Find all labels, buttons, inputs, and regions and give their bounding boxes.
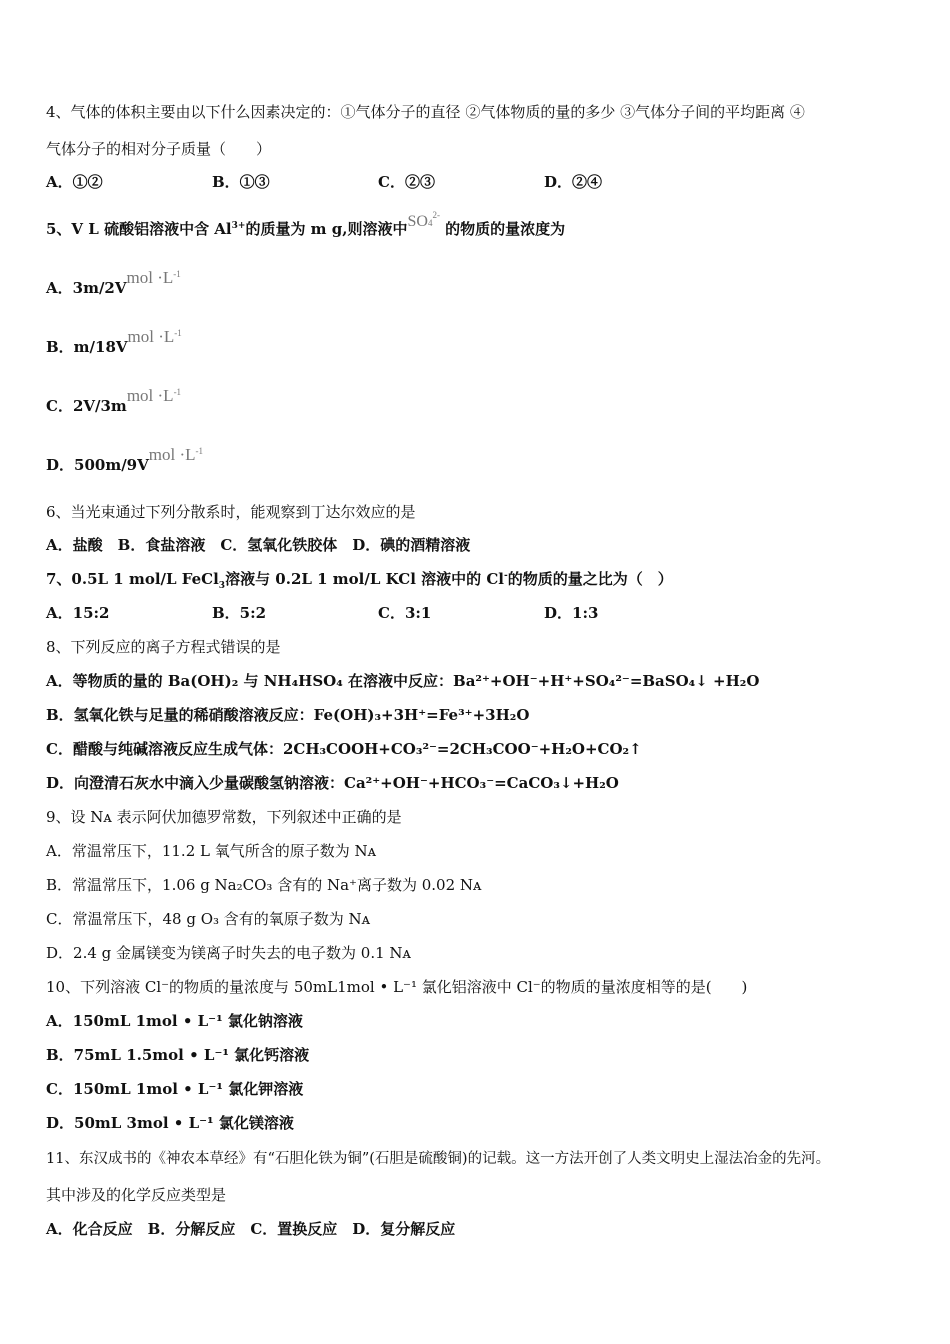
q5-option-a: A．3m/2Vmol $\cdot L^{-1}$ — [46, 268, 181, 297]
q5-stem-c: 的物质的量浓度为 — [439, 220, 566, 238]
q9-stem: 9、设 Nᴀ 表示阿伏加德罗常数，下列叙述中正确的是 — [46, 808, 402, 826]
q10-option-b: B．75mL 1.5mol • L⁻¹ 氯化钙溶液 — [46, 1046, 310, 1064]
q4-option-c: C．②③ — [378, 173, 435, 191]
q7-option-b: B．5:2 — [212, 604, 267, 622]
q4-option-d: D．②④ — [544, 173, 603, 191]
q7-option-c: C．3:1 — [378, 604, 432, 622]
q9-option-c: C．常温常压下，48 g O₃ 含有的氧原子数为 Nᴀ — [46, 910, 371, 928]
q8-option-d: D．向澄清石灰水中滴入少量碳酸氢钠溶液：Ca²⁺+OH⁻+HCO₃⁻=CaCO₃↓+H₂O — [46, 774, 619, 792]
q6-options: A．盐酸 B．食盐溶液 C．氢氧化铁胶体 D．碘的酒精溶液 — [46, 536, 471, 554]
q4-options — [46, 172, 710, 192]
q11-options: A．化合反应 B．分解反应 C．置换反应 D．复分解反应 — [46, 1220, 456, 1238]
q9-option-a: A．常温常压下，11.2 L 氧气所含的原子数为 Nᴀ — [46, 842, 377, 860]
so4-formula: $SO4^{2-}$ — [407, 210, 440, 230]
q7-options — [46, 603, 710, 623]
q7-option-a: A．15:2 — [46, 604, 110, 622]
q11-stem-line1: 11、东汉成书的《神农本草经》有“石胆化铁为铜”(石胆是硫酸铜)的记载。这一方法开创了人类文明史上湿法冶金的先河。 — [46, 1151, 831, 1167]
q4-stem-line2: 气体分子的相对分子质量（ ） — [46, 140, 272, 158]
q5-stem-b: 的质量为 m g,则溶液中 — [245, 220, 408, 238]
q5-option-d: D．500m/9Vmol $\cdot L^{-1}$ — [46, 445, 203, 474]
q6-stem: 6、当光束通过下列分散系时，能观察到丁达尔效应的是 — [46, 503, 416, 521]
q4-option-a: A．①② — [46, 173, 103, 191]
q5-option-b: B．m/18Vmol $\cdot L^{-1}$ — [46, 327, 182, 356]
unit-image: mol $\cdot L^{-1}$ — [126, 386, 182, 405]
q10-stem: 10、下列溶液 Cl⁻的物质的量浓度与 50mL1mol • L⁻¹ 氯化铝溶液中 Cl⁻的物质的量浓度相等的是( ) — [46, 978, 748, 996]
q8-option-c: C．醋酸与纯碱溶液反应生成气体：2CH₃COOH+CO₃²⁻=2CH₃COO⁻+H₂O+CO₂↑ — [46, 740, 642, 758]
unit-image: mol $\cdot L^{-1}$ — [127, 327, 182, 346]
unit-image: mol $\cdot L^{-1}$ — [126, 268, 181, 287]
q5-stem — [46, 210, 566, 241]
q4-option-b: B．①③ — [212, 173, 270, 191]
q5-option-c: C．2V/3mmol $\cdot L^{-1}$ — [46, 386, 182, 415]
q7-option-d: D．1:3 — [544, 604, 599, 622]
q10-option-c: C．150mL 1mol • L⁻¹ 氯化钾溶液 — [46, 1080, 304, 1098]
q8-option-b: B．氢氧化铁与足量的稀硝酸溶液反应：Fe(OH)₃+3H⁺=Fe³⁺+3H₂O — [46, 706, 530, 724]
q5-stem-sup: 3+ — [231, 221, 246, 231]
q10-option-a: A．150mL 1mol • L⁻¹ 氯化钠溶液 — [46, 1012, 303, 1030]
q9-option-d: D．2.4 g 金属镁变为镁离子时失去的电子数为 0.1 Nᴀ — [46, 944, 412, 962]
q8-stem: 8、下列反应的离子方程式错误的是 — [46, 638, 281, 656]
q11-stem-line2: 其中涉及的化学反应类型是 — [46, 1186, 227, 1204]
q4-stem-line1: 4、气体的体积主要由以下什么因素决定的：①气体分子的直径 ②气体物质的量的多少 ③气体分子间的平均距离 ④ — [46, 103, 805, 121]
q5-stem-a: 5、V L 硫酸铝溶液中含 Al — [46, 220, 232, 238]
q9-option-b: B．常温常压下，1.06 g Na₂CO₃ 含有的 Na⁺离子数为 0.02 Nᴀ — [46, 876, 482, 894]
unit-image: mol $\cdot L^{-1}$ — [148, 445, 203, 464]
q7-stem: 7、0.5L 1 mol/L FeCl$_3$溶液与 0.2L 1 mol/L KCl 溶液中的 Cl-的物质的量之比为（ ） — [46, 570, 673, 591]
q8-option-a: A．等物质的量的 Ba(OH)₂ 与 NH₄HSO₄ 在溶液中反应：Ba²⁺+OH⁻+H⁺+SO₄²⁻=BaSO₄↓ +H₂O — [46, 672, 760, 690]
q10-option-d: D．50mL 3mol • L⁻¹ 氯化镁溶液 — [46, 1114, 294, 1132]
